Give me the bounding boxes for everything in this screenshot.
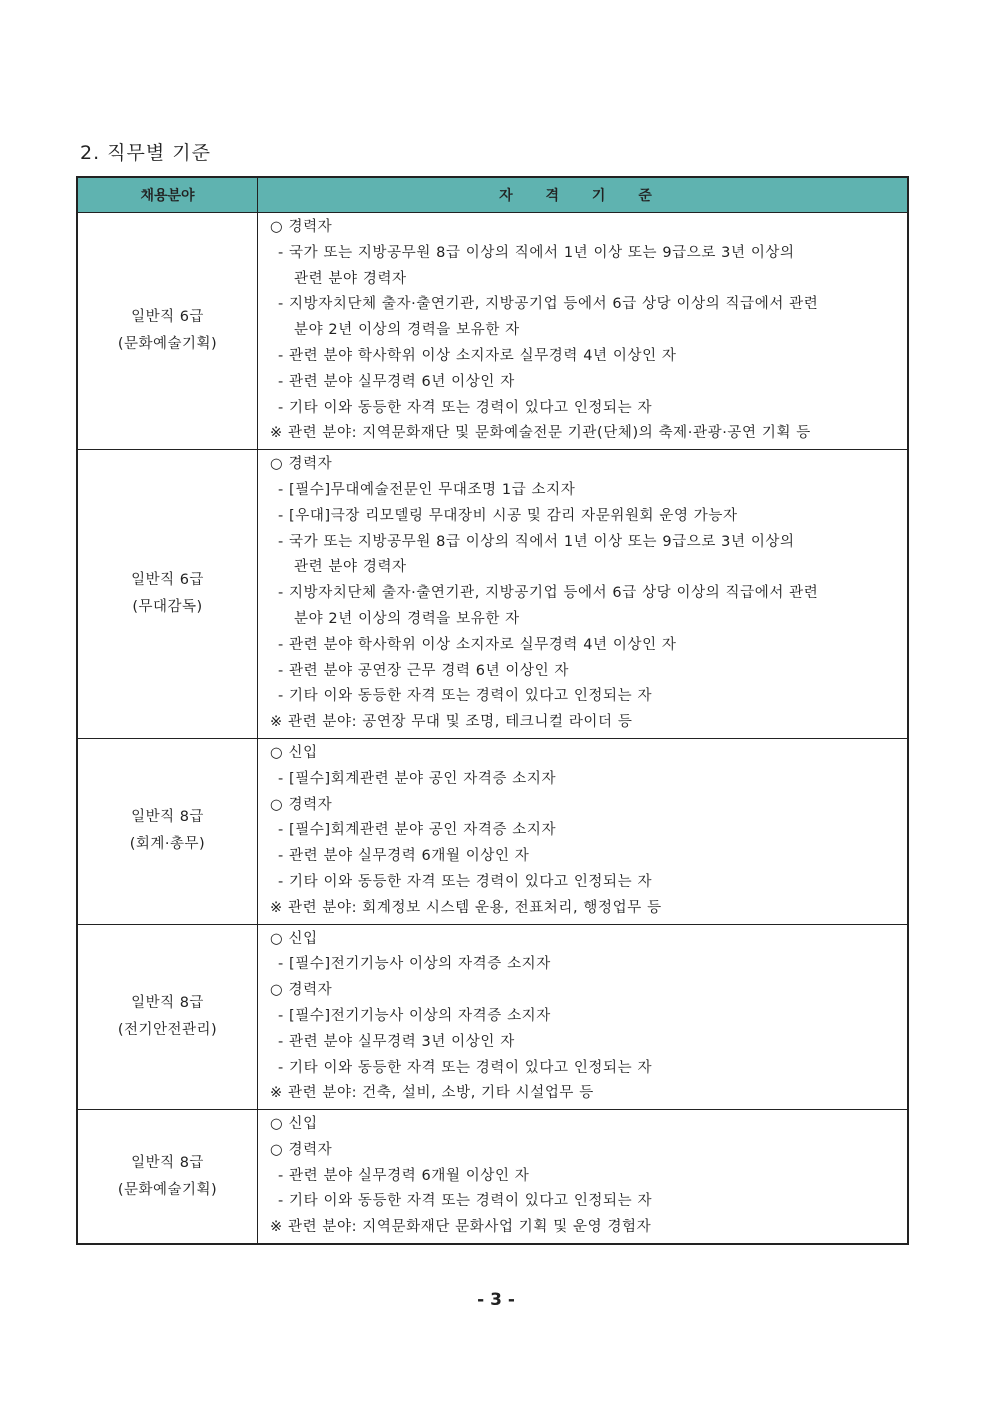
criteria-dash-line: - 관련 분야 실무경력 6년 이상인 자: [278, 373, 515, 390]
page-number: - 3 -: [477, 1290, 515, 1310]
criteria-table: [76, 176, 909, 1245]
field-area: (회계·총무): [129, 836, 206, 853]
criteria-dash-line: - [필수]전기기능사 이상의 자격증 소지자: [278, 1007, 551, 1024]
criteria-circle-line: ○ 신입: [270, 930, 318, 947]
criteria-note-line: ※ 관련 분야: 회계정보 시스템 운용, 전표처리, 행정업무 등: [270, 899, 662, 916]
criteria-cont-line: 관련 분야 경력자: [294, 270, 407, 287]
criteria-circle-line: ○ 경력자: [270, 219, 333, 235]
criteria-dash-line: - 국가 또는 지방공무원 8급 이상의 직에서 1년 이상 또는 9급으로 3년 이상의: [278, 533, 795, 550]
field-cell: [77, 738, 258, 924]
field-cell: [77, 213, 258, 450]
field-rank: 일반직 6급: [131, 309, 204, 326]
criteria-dash-line: - 국가 또는 지방공무원 8급 이상의 직에서 1년 이상 또는 9급으로 3년 이상의: [278, 244, 795, 261]
criteria-dash-line: - 지방자치단체 출자·출연기관, 지방공기업 등에서 6급 상당 이상의 직급에서 관련: [278, 585, 819, 602]
criteria-cell: [258, 924, 909, 1110]
field-area: (문화예술기획): [117, 1181, 218, 1198]
criteria-dash-line: - [필수]전기기능사 이상의 자격증 소지자: [278, 956, 551, 973]
field-rank: 일반직 8급: [131, 809, 204, 826]
criteria-circle-line: ○ 경력자: [270, 456, 333, 473]
criteria-cell: [258, 1110, 909, 1244]
criteria-dash-line: - 관련 분야 실무경력 6개월 이상인 자: [278, 1167, 530, 1184]
criteria-circle-line: ○ 경력자: [270, 1141, 333, 1158]
criteria-note-line: ※ 관련 분야: 공연장 무대 및 조명, 테크니컬 라이더 등: [270, 714, 633, 731]
criteria-dash-line: - 관련 분야 학사학위 이상 소지자로 실무경력 4년 이상인 자: [278, 636, 677, 653]
field-cell: [77, 450, 258, 739]
field-rank: 일반직 8급: [131, 994, 204, 1011]
criteria-cell: [258, 213, 909, 450]
criteria-note-line: ※ 관련 분야: 지역문화재단 문화사업 기획 및 운영 경험자: [270, 1219, 652, 1236]
criteria-dash-line: - 기타 이와 동등한 자격 또는 경력이 있다고 인정되는 자: [278, 399, 653, 416]
criteria-circle-line: ○ 경력자: [270, 982, 333, 999]
criteria-note-line: ※ 관련 분야: 건축, 설비, 소방, 기타 시설업무 등: [270, 1085, 594, 1102]
table-row: [77, 450, 908, 739]
header-field: 채용분야: [77, 177, 258, 213]
criteria-dash-line: - [필수]회계관련 분야 공인 자격증 소지자: [278, 822, 557, 839]
criteria-cell: [258, 450, 909, 739]
criteria-dash-line: - 관련 분야 공연장 근무 경력 6년 이상인 자: [278, 662, 570, 679]
criteria-dash-line: - 지방자치단체 출자·출연기관, 지방공기업 등에서 6급 상당 이상의 직급에서 관련: [278, 296, 819, 313]
criteria-circle-line: ○ 신입: [270, 744, 318, 761]
header-criteria-label: 자 격 기 준: [499, 188, 666, 204]
field-cell: [77, 924, 258, 1110]
table-row: [77, 924, 908, 1110]
criteria-dash-line: - 관련 분야 학사학위 이상 소지자로 실무경력 4년 이상인 자: [278, 347, 677, 364]
field-rank: 일반직 6급: [131, 572, 204, 589]
field-area: (무대감독): [132, 599, 203, 616]
criteria-dash-line: - 기타 이와 동등한 자격 또는 경력이 있다고 인정되는 자: [278, 1193, 653, 1210]
criteria-dash-line: - 기타 이와 동등한 자격 또는 경력이 있다고 인정되는 자: [278, 873, 653, 890]
table-row: [77, 1110, 908, 1244]
criteria-cont-line: 분야 2년 이상의 경력을 보유한 자: [294, 322, 520, 339]
criteria-circle-line: ○ 신입: [270, 1116, 318, 1133]
criteria-cont-line: 관련 분야 경력자: [294, 559, 407, 576]
criteria-note-line: ※ 관련 분야: 지역문화재단 및 문화예술전문 기관(단체)의 축제·관광·공연 기획 등: [270, 425, 811, 442]
section-title: 2. 직무별 기준: [80, 142, 211, 164]
table-header-row: [77, 177, 908, 213]
criteria-dash-line: - 기타 이와 동등한 자격 또는 경력이 있다고 인정되는 자: [278, 688, 653, 705]
criteria-dash-line: - [필수]무대예술전문인 무대조명 1급 소지자: [278, 481, 576, 498]
criteria-dash-line: - [우대]극장 리모델링 무대장비 시공 및 감리 자문위원회 운영 가능자: [278, 507, 738, 524]
table-row: [77, 213, 908, 450]
header-criteria: [258, 177, 909, 213]
criteria-dash-line: - 관련 분야 실무경력 3년 이상인 자: [278, 1033, 515, 1050]
field-rank: 일반직 8급: [131, 1154, 204, 1171]
field-area: (전기안전관리): [117, 1021, 218, 1038]
field-area: (문화예술기획): [117, 336, 218, 353]
criteria-cell: [258, 738, 909, 924]
criteria-circle-line: ○ 경력자: [270, 796, 333, 813]
criteria-dash-line: - 관련 분야 실무경력 6개월 이상인 자: [278, 848, 530, 865]
criteria-dash-line: - 기타 이와 동등한 자격 또는 경력이 있다고 인정되는 자: [278, 1059, 653, 1076]
table-row: [77, 738, 908, 924]
field-cell: [77, 1110, 258, 1244]
criteria-cont-line: 분야 2년 이상의 경력을 보유한 자: [294, 610, 520, 627]
criteria-dash-line: - [필수]회계관련 분야 공인 자격증 소지자: [278, 770, 557, 787]
